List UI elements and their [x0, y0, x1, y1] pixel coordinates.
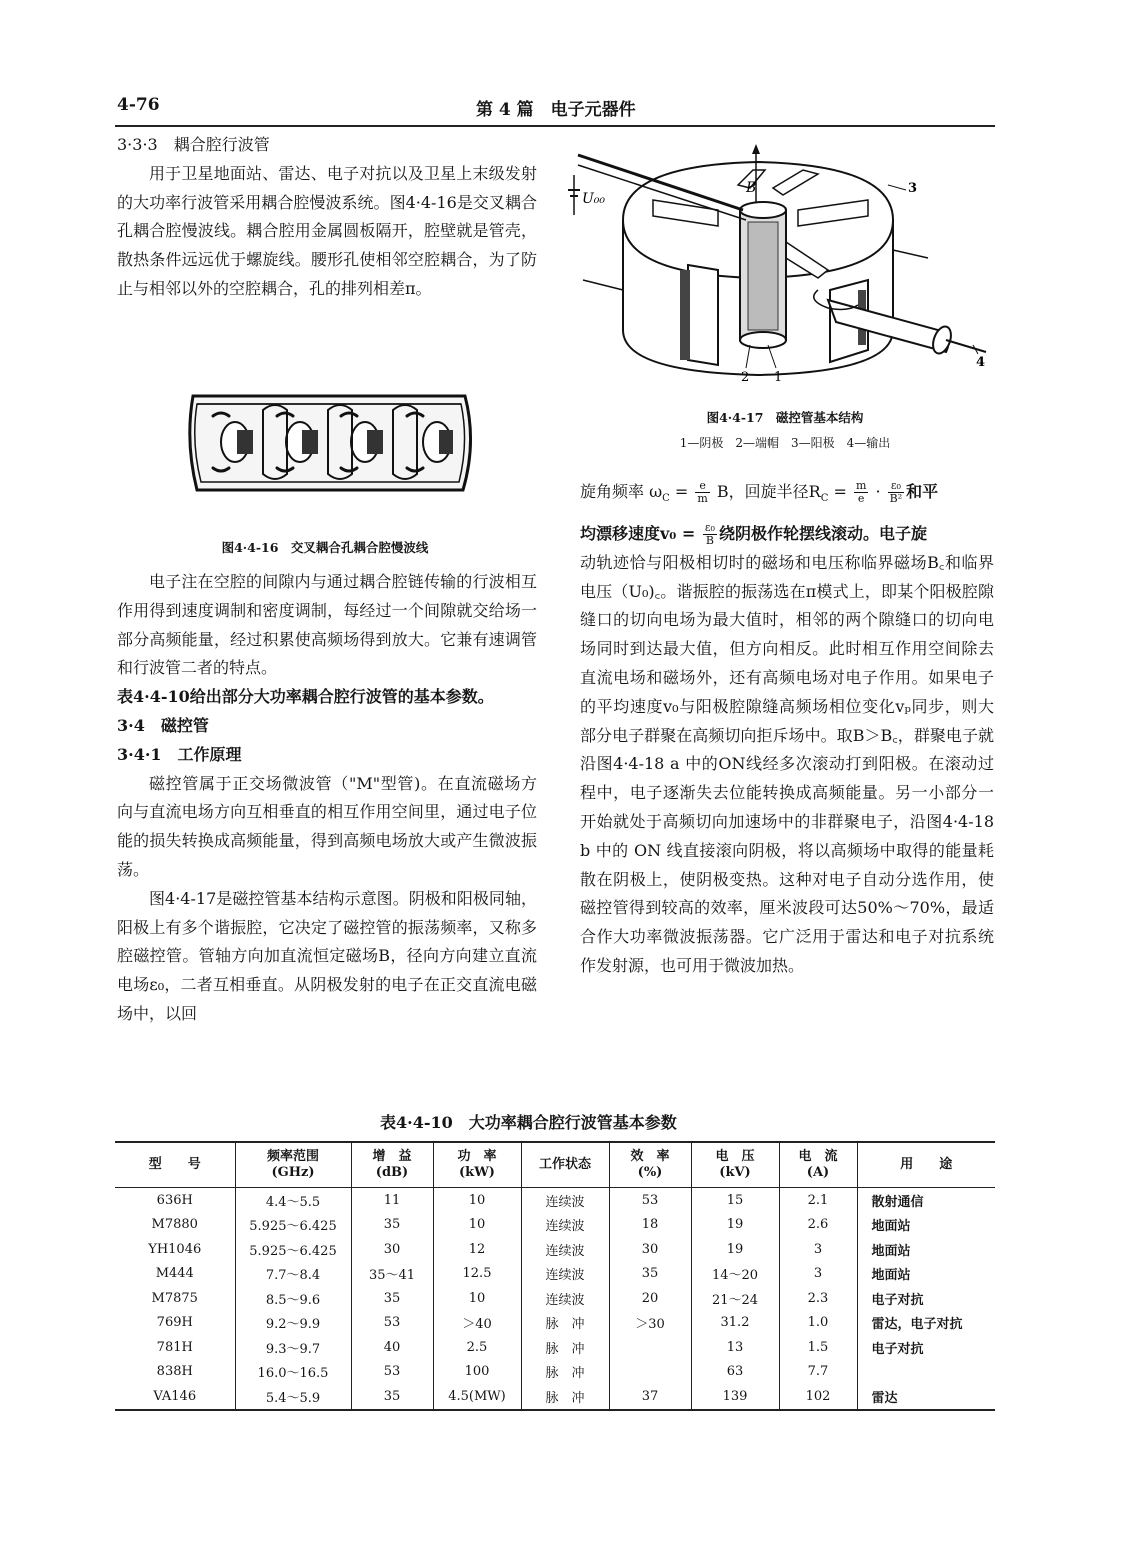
- table-cell: M7880: [115, 1213, 235, 1238]
- table-cell: 2.3: [779, 1286, 857, 1311]
- table-cell: 地面站: [871, 1268, 911, 1284]
- col-header: 增 益 (dB): [351, 1142, 433, 1188]
- table-cell: 16.0～16.5: [235, 1360, 351, 1385]
- table-cell: M7875: [115, 1286, 235, 1311]
- table-cell: 8.5～9.6: [235, 1286, 351, 1311]
- table-row: [115, 1213, 995, 1238]
- table-cell: 9.2～9.9: [235, 1311, 351, 1336]
- coupled-cavity-slow-wave-figure: [175, 380, 485, 505]
- table-cell: 5.4～5.9: [235, 1384, 351, 1410]
- label-u: U₀₀: [582, 191, 606, 207]
- table-cell: 30: [609, 1237, 691, 1262]
- table-cell: 连续波: [521, 1213, 609, 1238]
- table-cell: 雷达，电子对抗: [871, 1317, 963, 1333]
- table-cell: 电子对抗: [871, 1341, 924, 1357]
- right-column: [580, 478, 994, 981]
- table-cell: 19: [691, 1213, 779, 1238]
- table-cell: 35: [351, 1286, 433, 1311]
- table-cell: 1.5: [779, 1335, 857, 1360]
- table-cell: 2.1: [779, 1188, 857, 1213]
- table-cell: M444: [115, 1262, 235, 1287]
- paragraph: 用于卫星地面站、雷达、电子对抗以及卫星上末级发射的大功率行波管采用耦合腔慢波系统。图4·4-16是交叉耦合孔耦合腔慢波线。耦合腔用金属圆板隔开，腔壁就是管壳，散热条件远远优于螺旋线。腰形孔使相邻空腔耦合，为了防止与相邻以外的空腔耦合，孔的排列相差π。: [117, 163, 537, 298]
- label-b: B: [746, 180, 757, 196]
- table-cell: 11: [351, 1188, 433, 1213]
- table-cell: 53: [351, 1311, 433, 1336]
- table-cell: 35: [351, 1213, 433, 1238]
- col-header: 效 率 (%): [609, 1142, 691, 1188]
- col-header: 电 压 (kV): [691, 1142, 779, 1188]
- formula-drift: 均漂移速度v₀ = $\frac{\text{ε₀}}{B}$ 绕阴极作轮摆线滚动。电子旋: [580, 520, 927, 547]
- table-cell: 电子对抗: [871, 1292, 924, 1308]
- table-cell: 31.2: [691, 1311, 779, 1336]
- paragraph: 磁控管属于正交场微波管（"M"型管)。在直流磁场方向与直流电场方向互相垂直的相互作用空间里，通过电子位能的损失转换成高频能量，得到高频电场放大或产生微波振荡。: [117, 773, 537, 879]
- running-title: 第 4 篇 电子元器件: [476, 100, 636, 120]
- table-cell: 脉 冲: [521, 1335, 609, 1360]
- col-header: 型 号: [115, 1142, 235, 1188]
- paragraph: 图4·4-17是磁控管基本结构示意图。阴极和阳极同轴，阳极上有多个谐振腔，它决定了磁控管的振荡频率，又称多腔磁控管。管轴方向加直流恒定磁场B，径向方向建立直流电场ε₀，二者互相垂直。从阴极发射的电子在正交直流电磁场中，以回: [117, 888, 537, 1023]
- table-cell: [857, 1360, 995, 1385]
- table-cell: 53: [609, 1188, 691, 1213]
- table-cell: ＞30: [609, 1311, 691, 1336]
- figure-16-caption: 图4·4-16 交叉耦合孔耦合腔慢波线: [221, 540, 429, 555]
- table-cell: 20: [609, 1286, 691, 1311]
- table-header-row: [115, 1142, 995, 1188]
- magnetron-structure-figure: [568, 140, 998, 385]
- table-cell: 21～24: [691, 1286, 779, 1311]
- table-cell: 脉 冲: [521, 1360, 609, 1385]
- formula-cyclotron: 旋角频率 $\omega_C$ = $\frac{e}{m}$ B，回旋半径$R_C$ = $\frac{m}{e}$ · $\frac{\text{ε₀}}{\text{B²}}$ 和平: [580, 479, 939, 505]
- table-row: [115, 1286, 995, 1311]
- table-cell: 3: [779, 1237, 857, 1262]
- table-cell: VA146: [115, 1384, 235, 1410]
- table-cell: 139: [691, 1384, 779, 1410]
- table-cell: 5.925～6.425: [235, 1237, 351, 1262]
- table-cell: 30: [351, 1237, 433, 1262]
- table-cell: [609, 1335, 691, 1360]
- table-cell: 雷达: [871, 1390, 898, 1406]
- table-cell: 35～41: [351, 1262, 433, 1287]
- table-cell: 102: [779, 1384, 857, 1410]
- paragraph: 电子注在空腔的间隙内与通过耦合腔链传输的行波相互作用得到速度调制和密度调制，每经过一个间隙就交给场一部分高频能量，经过积累使高频场得到放大。它兼有速调管和行波管二者的特点。: [117, 572, 537, 678]
- col-header: 电 流 (A): [779, 1142, 857, 1188]
- table-cell: 连续波: [521, 1188, 609, 1213]
- table-cell: 13: [691, 1335, 779, 1360]
- paragraph: 动轨迹恰与阳极相切时的磁场和电压称临界磁场B꜀和临界电压（U₀)꜀。谐振腔的振荡选在π模式上，即某个阳极腔隙缝口的切向电场为最大值时，相邻的两个隙缝口的切向电场同时到达最大值，但方向相反。此时相互作用空间除去直流电场和磁场外，还有高频电场对电子作用。如果电子的平均速度v₀与阳极腔隙缝高频场相位变化vₚ同步，则大部分电子群聚在高频切向拒斥场中。取B＞B꜀，群聚电子就沿图4·4-18 a 中的ON线经多次滚动打到阳极。在滚动过程中，电子逐渐失去位能转换成高频能量。另一小部分一开始就处于高频切向加速场中的非群聚电子，沿图4·4-18 b 中的 ON 线直接滚向阴极，将以高频场中取得的能量耗散在阴极上，使阴极变热。这种对电子自动分选作用，使磁控管得到较高的效率，厘米波段可达50%～70%，最适合作大功率微波振荡器。它广泛用于雷达和电子对抗系统作发射源，也可用于微波加热。: [580, 552, 994, 975]
- parameter-table: [115, 1141, 995, 1411]
- table-cell: 脉 冲: [521, 1384, 609, 1410]
- figure-17-legend: 1—阴极 2—端帽 3—阳极 4—输出: [679, 436, 891, 450]
- table-row: [115, 1360, 995, 1385]
- table-cell: 838H: [115, 1360, 235, 1385]
- table-cell: 散射通信: [871, 1194, 924, 1210]
- paragraph-table-ref: 表4·4-10给出部分大功率耦合腔行波管的基本参数。: [117, 687, 494, 707]
- table-cell: 15: [691, 1188, 779, 1213]
- table-cell: 10: [433, 1286, 521, 1311]
- table-cell: 781H: [115, 1335, 235, 1360]
- table-cell: 12.5: [433, 1262, 521, 1287]
- table-cell: 10: [433, 1213, 521, 1238]
- table-cell: 35: [609, 1262, 691, 1287]
- table-cell: 7.7: [779, 1360, 857, 1385]
- table-cell: YH1046: [115, 1237, 235, 1262]
- left-column-top: [117, 131, 537, 304]
- table-cell: 地面站: [871, 1219, 911, 1235]
- section-heading-3-4-1: 3·4·1 工作原理: [117, 744, 242, 764]
- table-row: [115, 1335, 995, 1360]
- table-cell: [609, 1360, 691, 1385]
- label-4: 4: [976, 355, 986, 370]
- label-2: 2: [741, 370, 750, 385]
- table-cell: 100: [433, 1360, 521, 1385]
- table-cell: 63: [691, 1360, 779, 1385]
- table-cell: 636H: [115, 1188, 235, 1213]
- table-cell: 3: [779, 1262, 857, 1287]
- table-cell: 1.0: [779, 1311, 857, 1336]
- table-row: [115, 1188, 995, 1213]
- table-cell: 地面站: [871, 1243, 911, 1259]
- table-cell: 769H: [115, 1311, 235, 1336]
- table-row: [115, 1311, 995, 1336]
- section-heading-3-4: 3·4 磁控管: [117, 715, 209, 735]
- table-cell: 12: [433, 1237, 521, 1262]
- col-header: 用 途: [900, 1157, 953, 1172]
- table-cell: 40: [351, 1335, 433, 1360]
- table-caption: 表4·4-10 大功率耦合腔行波管基本参数: [380, 1113, 677, 1132]
- figure-17-caption: 图4·4-17 磁控管基本结构: [706, 410, 864, 425]
- table-row: [115, 1237, 995, 1262]
- table-cell: 35: [351, 1384, 433, 1410]
- left-column-bottom: [117, 568, 537, 1029]
- table-cell: 10: [433, 1188, 521, 1213]
- table-cell: 37: [609, 1384, 691, 1410]
- table-cell: 5.925～6.425: [235, 1213, 351, 1238]
- col-header: 功 率 (kW): [433, 1142, 521, 1188]
- table-cell: 脉 冲: [521, 1311, 609, 1336]
- table-cell: 连续波: [521, 1262, 609, 1287]
- col-header: 频率范围 (GHz): [235, 1142, 351, 1188]
- page-number: 4-76: [117, 95, 160, 115]
- table-cell: 18: [609, 1213, 691, 1238]
- label-3: 3: [908, 181, 918, 196]
- table-cell: 9.3～9.7: [235, 1335, 351, 1360]
- table-cell: 4.5(MW): [433, 1384, 521, 1410]
- section-heading-3-3-3: 3·3·3 耦合腔行波管: [117, 135, 270, 154]
- table-cell: 19: [691, 1237, 779, 1262]
- table-cell: 连续波: [521, 1237, 609, 1262]
- table-row: [115, 1262, 995, 1287]
- col-header: 工作状态: [521, 1142, 609, 1188]
- table-cell: ＞40: [433, 1311, 521, 1336]
- table-cell: 2.5: [433, 1335, 521, 1360]
- table-cell: 连续波: [521, 1286, 609, 1311]
- table-cell: 2.6: [779, 1213, 857, 1238]
- table-cell: 53: [351, 1360, 433, 1385]
- label-1: 1: [774, 370, 783, 385]
- header-rule: [115, 125, 995, 127]
- table-cell: 14～20: [691, 1262, 779, 1287]
- table-row: [115, 1384, 995, 1410]
- table-cell: 7.7～8.4: [235, 1262, 351, 1287]
- table-cell: 4.4～5.5: [235, 1188, 351, 1213]
